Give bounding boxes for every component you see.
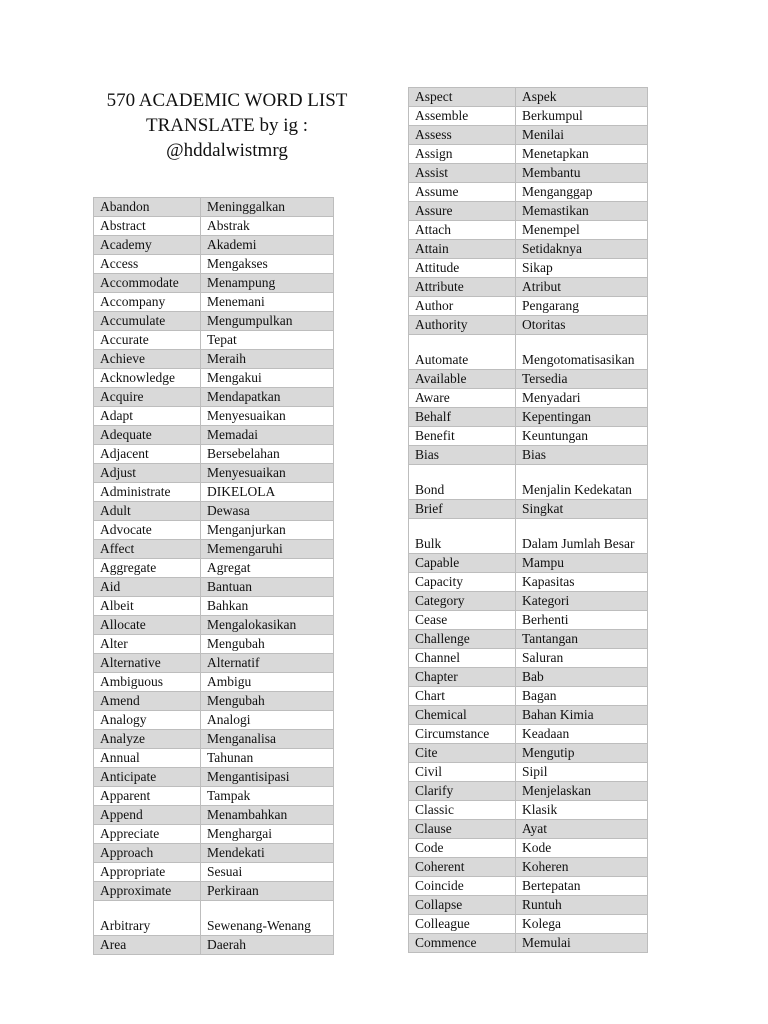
table-row xyxy=(409,592,648,611)
translation-cell: Bantuan xyxy=(201,578,334,597)
word-table-right-body xyxy=(409,88,648,953)
english-word-cell: Abandon xyxy=(94,198,201,217)
translation-cell: Singkat xyxy=(516,500,648,519)
translation-cell: Menemani xyxy=(201,293,334,312)
table-row xyxy=(409,240,648,259)
english-word-cell: Affect xyxy=(94,540,201,559)
english-word-cell: Assist xyxy=(409,164,516,183)
english-word-cell: Acknowledge xyxy=(94,369,201,388)
translation-cell: Dewasa xyxy=(201,502,334,521)
table-row xyxy=(94,198,334,217)
english-word-cell: Automate xyxy=(409,335,516,370)
table-row xyxy=(409,744,648,763)
english-word-cell: Albeit xyxy=(94,597,201,616)
translation-cell: Meraih xyxy=(201,350,334,369)
translation-cell: Ayat xyxy=(516,820,648,839)
table-row xyxy=(94,483,334,502)
english-word-cell: Aspect xyxy=(409,88,516,107)
translation-cell: Menyesuaikan xyxy=(201,407,334,426)
title-line-2: TRANSLATE by ig : xyxy=(145,115,309,136)
english-word-cell: Adjacent xyxy=(94,445,201,464)
english-word-cell: Access xyxy=(94,255,201,274)
english-word-cell: Assign xyxy=(409,145,516,164)
english-word-cell: Adjust xyxy=(94,464,201,483)
translation-cell: Menambahkan xyxy=(201,806,334,825)
table-row xyxy=(94,806,334,825)
table-row xyxy=(409,164,648,183)
table-row xyxy=(409,88,648,107)
translation-cell: Mampu xyxy=(516,554,648,573)
table-row xyxy=(409,858,648,877)
translation-cell: Bahan Kimia xyxy=(516,706,648,725)
table-row xyxy=(94,217,334,236)
translation-cell: Memadai xyxy=(201,426,334,445)
table-row xyxy=(409,202,648,221)
table-row xyxy=(409,221,648,240)
translation-cell: Aspek xyxy=(516,88,648,107)
table-row xyxy=(94,730,334,749)
translation-cell: Menampung xyxy=(201,274,334,293)
table-row xyxy=(409,782,648,801)
english-word-cell: Analogy xyxy=(94,711,201,730)
translation-cell: Kepentingan xyxy=(516,408,648,427)
translation-cell: Akademi xyxy=(201,236,334,255)
table-row xyxy=(94,863,334,882)
translation-cell: Mengubah xyxy=(201,692,334,711)
english-word-cell: Aggregate xyxy=(94,559,201,578)
table-row xyxy=(94,540,334,559)
english-word-cell: Assume xyxy=(409,183,516,202)
english-word-cell: Amend xyxy=(94,692,201,711)
translation-cell: Keadaan xyxy=(516,725,648,744)
table-row xyxy=(94,350,334,369)
english-word-cell: Approximate xyxy=(94,882,201,901)
table-row xyxy=(409,259,648,278)
translation-cell: Keuntungan xyxy=(516,427,648,446)
translation-cell: Menetapkan xyxy=(516,145,648,164)
table-row xyxy=(94,255,334,274)
english-word-cell: Approach xyxy=(94,844,201,863)
translation-cell: Menyesuaikan xyxy=(201,464,334,483)
table-row xyxy=(409,934,648,953)
english-word-cell: Cite xyxy=(409,744,516,763)
table-row xyxy=(94,426,334,445)
table-row xyxy=(409,316,648,335)
translation-cell: Mengutip xyxy=(516,744,648,763)
translation-cell: Tersedia xyxy=(516,370,648,389)
english-word-cell: Administrate xyxy=(94,483,201,502)
table-row xyxy=(94,882,334,901)
table-row xyxy=(409,427,648,446)
translation-cell: Perkiraan xyxy=(201,882,334,901)
translation-cell: Tampak xyxy=(201,787,334,806)
english-word-cell: Anticipate xyxy=(94,768,201,787)
translation-cell: Setidaknya xyxy=(516,240,648,259)
table-row xyxy=(409,668,648,687)
english-word-cell: Behalf xyxy=(409,408,516,427)
english-word-cell: Aid xyxy=(94,578,201,597)
translation-cell: Mengantisipasi xyxy=(201,768,334,787)
translation-cell: Analogi xyxy=(201,711,334,730)
table-row xyxy=(94,236,334,255)
translation-cell: Agregat xyxy=(201,559,334,578)
translation-cell: Abstrak xyxy=(201,217,334,236)
english-word-cell: Clarify xyxy=(409,782,516,801)
translation-cell: Kode xyxy=(516,839,648,858)
table-row xyxy=(409,801,648,820)
table-row xyxy=(94,559,334,578)
english-word-cell: Bias xyxy=(409,446,516,465)
english-word-cell: Adult xyxy=(94,502,201,521)
translation-cell: Menjelaskan xyxy=(516,782,648,801)
translation-cell: Menyadari xyxy=(516,389,648,408)
english-word-cell: Benefit xyxy=(409,427,516,446)
english-word-cell: Chart xyxy=(409,687,516,706)
table-row xyxy=(409,278,648,297)
table-row xyxy=(94,445,334,464)
table-row xyxy=(94,936,334,955)
table-row xyxy=(94,901,334,936)
table-row xyxy=(94,711,334,730)
translation-cell: Mengubah xyxy=(201,635,334,654)
english-word-cell: Coincide xyxy=(409,877,516,896)
english-word-cell: Cease xyxy=(409,611,516,630)
translation-cell: Klasik xyxy=(516,801,648,820)
english-word-cell: Aware xyxy=(409,389,516,408)
english-word-cell: Adequate xyxy=(94,426,201,445)
translation-cell: Otoritas xyxy=(516,316,648,335)
translation-cell: Sipil xyxy=(516,763,648,782)
english-word-cell: Brief xyxy=(409,500,516,519)
english-word-cell: Achieve xyxy=(94,350,201,369)
title-line-1: 570 ACADEMIC WORD LIST xyxy=(106,90,348,111)
table-row xyxy=(94,407,334,426)
table-row xyxy=(94,635,334,654)
table-row xyxy=(409,335,648,370)
table-row xyxy=(409,611,648,630)
table-row xyxy=(409,915,648,934)
translation-cell: Membantu xyxy=(516,164,648,183)
english-word-cell: Coherent xyxy=(409,858,516,877)
table-row xyxy=(94,692,334,711)
translation-cell: Bersebelahan xyxy=(201,445,334,464)
table-row xyxy=(94,597,334,616)
translation-cell: Alternatif xyxy=(201,654,334,673)
translation-cell: Bab xyxy=(516,668,648,687)
table-row xyxy=(409,370,648,389)
english-word-cell: Attitude xyxy=(409,259,516,278)
table-row xyxy=(409,145,648,164)
translation-cell: Berhenti xyxy=(516,611,648,630)
translation-cell: Kategori xyxy=(516,592,648,611)
translation-cell: Menganjurkan xyxy=(201,521,334,540)
table-row xyxy=(94,312,334,331)
english-word-cell: Challenge xyxy=(409,630,516,649)
table-row xyxy=(409,107,648,126)
table-row xyxy=(94,825,334,844)
translation-cell: Menjalin Kedekatan xyxy=(516,465,648,500)
table-row xyxy=(94,464,334,483)
translation-cell: Menempel xyxy=(516,221,648,240)
english-word-cell: Bond xyxy=(409,465,516,500)
translation-cell: Menghargai xyxy=(201,825,334,844)
table-row xyxy=(409,446,648,465)
english-word-cell: Academy xyxy=(94,236,201,255)
translation-cell: Runtuh xyxy=(516,896,648,915)
translation-cell: Atribut xyxy=(516,278,648,297)
table-row xyxy=(409,573,648,592)
table-row xyxy=(94,502,334,521)
table-row xyxy=(409,839,648,858)
table-row xyxy=(94,274,334,293)
english-word-cell: Assemble xyxy=(409,107,516,126)
document-title xyxy=(92,88,362,163)
english-word-cell: Classic xyxy=(409,801,516,820)
translation-cell: Sesuai xyxy=(201,863,334,882)
english-word-cell: Accommodate xyxy=(94,274,201,293)
english-word-cell: Advocate xyxy=(94,521,201,540)
english-word-cell: Arbitrary xyxy=(94,901,201,936)
english-word-cell: Bulk xyxy=(409,519,516,554)
translation-cell: Tantangan xyxy=(516,630,648,649)
translation-cell: Bias xyxy=(516,446,648,465)
translation-cell: Tepat xyxy=(201,331,334,350)
table-row xyxy=(94,369,334,388)
translation-cell: Sewenang-Wenang xyxy=(201,901,334,936)
title-line-3: @hddalwistmrg xyxy=(166,140,288,161)
translation-cell: Memastikan xyxy=(516,202,648,221)
translation-cell: Tahunan xyxy=(201,749,334,768)
english-word-cell: Ambiguous xyxy=(94,673,201,692)
table-row xyxy=(94,616,334,635)
table-row xyxy=(409,519,648,554)
table-row xyxy=(409,763,648,782)
english-word-cell: Circumstance xyxy=(409,725,516,744)
english-word-cell: Acquire xyxy=(94,388,201,407)
table-row xyxy=(94,331,334,350)
table-row xyxy=(409,408,648,427)
english-word-cell: Accumulate xyxy=(94,312,201,331)
english-word-cell: Accurate xyxy=(94,331,201,350)
english-word-cell: Alter xyxy=(94,635,201,654)
english-word-cell: Accompany xyxy=(94,293,201,312)
english-word-cell: Annual xyxy=(94,749,201,768)
word-table-left-body xyxy=(94,198,334,955)
translation-cell: Dalam Jumlah Besar xyxy=(516,519,648,554)
english-word-cell: Analyze xyxy=(94,730,201,749)
translation-cell: Kapasitas xyxy=(516,573,648,592)
english-word-cell: Civil xyxy=(409,763,516,782)
english-word-cell: Clause xyxy=(409,820,516,839)
translation-cell: Mengumpulkan xyxy=(201,312,334,331)
table-row xyxy=(94,768,334,787)
table-row xyxy=(409,706,648,725)
table-row xyxy=(94,654,334,673)
english-word-cell: Abstract xyxy=(94,217,201,236)
word-table-right xyxy=(408,87,648,953)
table-row xyxy=(94,749,334,768)
translation-cell: Memulai xyxy=(516,934,648,953)
translation-cell: Mengakses xyxy=(201,255,334,274)
translation-cell: Mengalokasikan xyxy=(201,616,334,635)
english-word-cell: Attain xyxy=(409,240,516,259)
translation-cell: Daerah xyxy=(201,936,334,955)
english-word-cell: Attribute xyxy=(409,278,516,297)
word-table-left xyxy=(93,197,334,955)
translation-cell: Bahkan xyxy=(201,597,334,616)
english-word-cell: Attach xyxy=(409,221,516,240)
translation-cell: Meninggalkan xyxy=(201,198,334,217)
english-word-cell: Category xyxy=(409,592,516,611)
translation-cell: Kolega xyxy=(516,915,648,934)
table-row xyxy=(94,388,334,407)
english-word-cell: Capacity xyxy=(409,573,516,592)
english-word-cell: Assure xyxy=(409,202,516,221)
translation-cell: Memengaruhi xyxy=(201,540,334,559)
translation-cell: DIKELOLA xyxy=(201,483,334,502)
table-row xyxy=(94,578,334,597)
english-word-cell: Area xyxy=(94,936,201,955)
table-row xyxy=(409,687,648,706)
table-row xyxy=(409,554,648,573)
table-row xyxy=(94,673,334,692)
translation-cell: Bagan xyxy=(516,687,648,706)
table-row xyxy=(409,183,648,202)
english-word-cell: Adapt xyxy=(94,407,201,426)
english-word-cell: Append xyxy=(94,806,201,825)
translation-cell: Berkumpul xyxy=(516,107,648,126)
english-word-cell: Assess xyxy=(409,126,516,145)
table-row xyxy=(409,649,648,668)
translation-cell: Menganalisa xyxy=(201,730,334,749)
translation-cell: Mengotomatisasikan xyxy=(516,335,648,370)
table-row xyxy=(409,500,648,519)
translation-cell: Mengakui xyxy=(201,369,334,388)
english-word-cell: Commence xyxy=(409,934,516,953)
table-row xyxy=(409,126,648,145)
translation-cell: Koheren xyxy=(516,858,648,877)
english-word-cell: Appreciate xyxy=(94,825,201,844)
table-row xyxy=(94,521,334,540)
english-word-cell: Chapter xyxy=(409,668,516,687)
table-row xyxy=(94,293,334,312)
translation-cell: Pengarang xyxy=(516,297,648,316)
table-row xyxy=(94,844,334,863)
english-word-cell: Code xyxy=(409,839,516,858)
translation-cell: Menganggap xyxy=(516,183,648,202)
translation-cell: Saluran xyxy=(516,649,648,668)
english-word-cell: Chemical xyxy=(409,706,516,725)
english-word-cell: Colleague xyxy=(409,915,516,934)
table-row xyxy=(409,877,648,896)
english-word-cell: Author xyxy=(409,297,516,316)
translation-cell: Ambigu xyxy=(201,673,334,692)
translation-cell: Mendekati xyxy=(201,844,334,863)
english-word-cell: Allocate xyxy=(94,616,201,635)
english-word-cell: Channel xyxy=(409,649,516,668)
table-row xyxy=(409,725,648,744)
english-word-cell: Collapse xyxy=(409,896,516,915)
table-row xyxy=(409,389,648,408)
english-word-cell: Apparent xyxy=(94,787,201,806)
english-word-cell: Authority xyxy=(409,316,516,335)
english-word-cell: Appropriate xyxy=(94,863,201,882)
table-row xyxy=(409,465,648,500)
english-word-cell: Alternative xyxy=(94,654,201,673)
table-row xyxy=(409,820,648,839)
table-row xyxy=(409,630,648,649)
table-row xyxy=(409,896,648,915)
table-row xyxy=(409,297,648,316)
english-word-cell: Available xyxy=(409,370,516,389)
translation-cell: Bertepatan xyxy=(516,877,648,896)
translation-cell: Sikap xyxy=(516,259,648,278)
translation-cell: Mendapatkan xyxy=(201,388,334,407)
translation-cell: Menilai xyxy=(516,126,648,145)
table-row xyxy=(94,787,334,806)
english-word-cell: Capable xyxy=(409,554,516,573)
